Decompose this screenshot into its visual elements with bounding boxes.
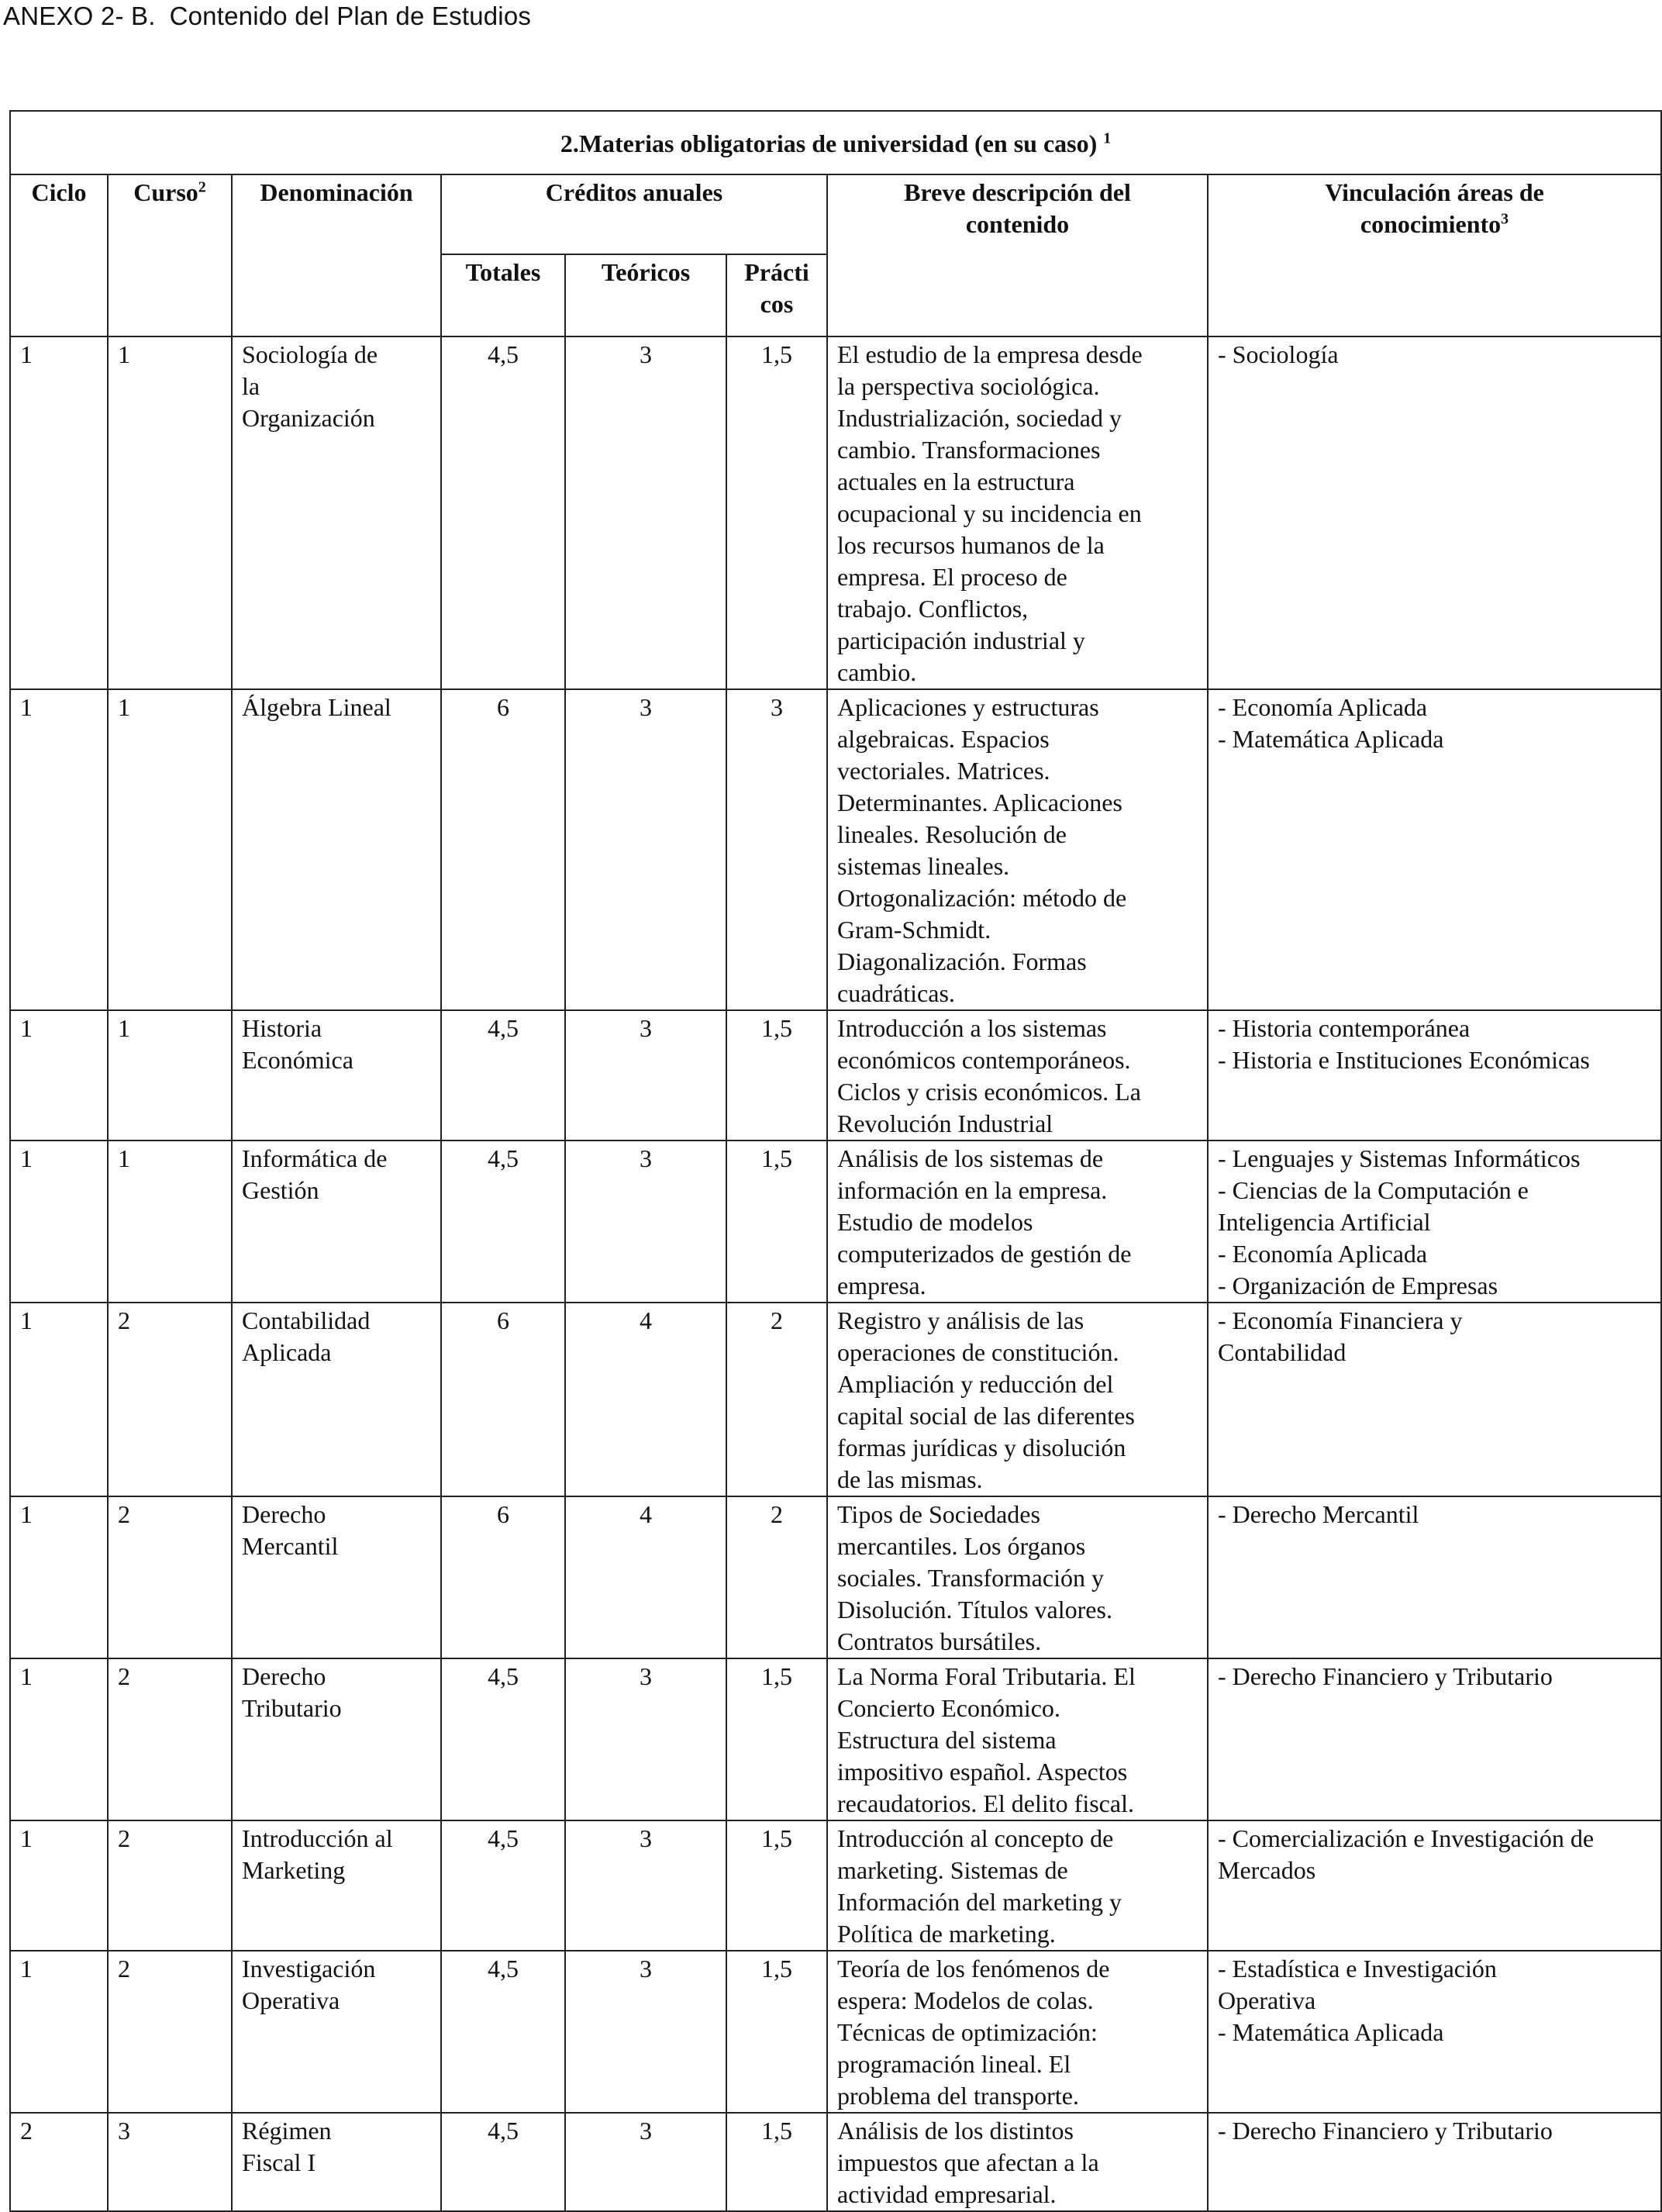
cell-totales: 4,5 <box>441 2113 565 2211</box>
cell-teoricos: 3 <box>565 336 726 689</box>
cell-denominacion: Investigación Operativa <box>232 1951 441 2113</box>
cell-totales: 4,5 <box>441 1010 565 1141</box>
cell-ciclo: 1 <box>10 1010 108 1141</box>
cell-curso: 2 <box>108 1303 232 1496</box>
column-header-row <box>10 174 1661 254</box>
cell-descripcion: Registro y análisis de las operaciones de constitución. Ampliación y reducción del capital social de las diferentes formas jurídicas y disolución de las mismas. <box>827 1303 1208 1496</box>
cell-vinculacion: - Derecho Financiero y Tributario <box>1208 1658 1661 1820</box>
cell-teoricos: 4 <box>565 1496 726 1658</box>
cell-curso: 1 <box>108 1141 232 1303</box>
cell-teoricos: 4 <box>565 1303 726 1496</box>
cell-totales: 6 <box>441 1303 565 1496</box>
cell-teoricos: 3 <box>565 1141 726 1303</box>
cell-curso: 1 <box>108 336 232 689</box>
study-plan-table <box>9 110 1662 2212</box>
table-row <box>10 1658 1661 1820</box>
cell-practicos: 1,5 <box>726 1658 827 1820</box>
cell-practicos: 1,5 <box>726 1820 827 1951</box>
cell-descripcion: Tipos de Sociedades mercantiles. Los órganos sociales. Transformación y Disolución. Títulos valores. Contratos bursátiles. <box>827 1496 1208 1658</box>
header-curso-label: Curso <box>133 178 198 206</box>
table-row <box>10 689 1661 1010</box>
cell-practicos: 1,5 <box>726 1010 827 1141</box>
cell-descripcion: El estudio de la empresa desde la perspectiva sociológica. Industrialización, sociedad y cambio. Transformaciones actuales en la estructura ocupacional y su incidencia en los recursos humanos de la empresa. El proceso de trabajo. Conflictos, participación industrial y cambio. <box>827 336 1208 689</box>
cell-teoricos: 3 <box>565 1658 726 1820</box>
annex-label: ANEXO 2- B. <box>3 2 156 30</box>
header-totales: Totales <box>441 254 565 336</box>
cell-descripcion: Análisis de los sistemas de información en la empresa. Estudio de modelos computerizados de gestión de empresa. <box>827 1141 1208 1303</box>
table-row <box>10 1010 1661 1141</box>
cell-curso: 3 <box>108 2113 232 2211</box>
cell-vinculacion: - Historia contemporánea - Historia e Instituciones Económicas <box>1208 1010 1661 1141</box>
table-title <box>10 111 1661 174</box>
cell-ciclo: 1 <box>10 1496 108 1658</box>
cell-totales: 4,5 <box>441 1658 565 1820</box>
cell-practicos: 1,5 <box>726 1951 827 2113</box>
cell-teoricos: 3 <box>565 689 726 1010</box>
cell-ciclo: 1 <box>10 1303 108 1496</box>
cell-descripcion: Aplicaciones y estructuras algebraicas. Espacios vectoriales. Matrices. Determinantes. Aplicaciones lineales. Resolución de sistemas lineales. Ortogonalización: método de Gram-Schmidt. Diagonalización. Formas cuadráticas. <box>827 689 1208 1010</box>
header-curso-footnote: 2 <box>198 178 206 196</box>
cell-practicos: 2 <box>726 1303 827 1496</box>
header-vinculacion <box>1208 174 1661 336</box>
cell-totales: 4,5 <box>441 1820 565 1951</box>
cell-practicos: 1,5 <box>726 336 827 689</box>
cell-teoricos: 3 <box>565 1010 726 1141</box>
table-body <box>10 336 1661 2211</box>
table-row <box>10 336 1661 689</box>
cell-denominacion: Historia Económica <box>232 1010 441 1141</box>
header-practicos: Prácti cos <box>726 254 827 336</box>
cell-totales: 6 <box>441 689 565 1010</box>
cell-ciclo: 1 <box>10 689 108 1010</box>
cell-ciclo: 1 <box>10 1658 108 1820</box>
cell-teoricos: 3 <box>565 2113 726 2211</box>
header-vinculacion-label: Vinculación áreas de conocimiento <box>1325 178 1544 238</box>
cell-descripcion: Introducción a los sistemas económicos contemporáneos. Ciclos y crisis económicos. La Revolución Industrial <box>827 1010 1208 1141</box>
cell-vinculacion: - Lenguajes y Sistemas Informáticos - Ciencias de la Computación e Inteligencia Artificial - Economía Aplicada - Organización de Empresas <box>1208 1141 1661 1303</box>
cell-vinculacion: - Comercialización e Investigación de Mercados <box>1208 1820 1661 1951</box>
cell-denominacion: Contabilidad Aplicada <box>232 1303 441 1496</box>
cell-totales: 4,5 <box>441 336 565 689</box>
cell-curso: 1 <box>108 689 232 1010</box>
cell-denominacion: Álgebra Lineal <box>232 689 441 1010</box>
cell-descripcion: La Norma Foral Tributaria. El Concierto Económico. Estructura del sistema impositivo español. Aspectos recaudatorios. El delito fiscal. <box>827 1658 1208 1820</box>
cell-teoricos: 3 <box>565 1951 726 2113</box>
header-curso <box>108 174 232 336</box>
cell-practicos: 3 <box>726 689 827 1010</box>
cell-vinculacion: - Estadística e Investigación Operativa - Matemática Aplicada <box>1208 1951 1661 2113</box>
table-row <box>10 1496 1661 1658</box>
cell-ciclo: 1 <box>10 1820 108 1951</box>
table-row <box>10 1303 1661 1496</box>
header-denominacion: Denominación <box>232 174 441 336</box>
header-descripcion: Breve descripción del contenido <box>827 174 1208 336</box>
table-row <box>10 1820 1661 1951</box>
table-title-row <box>10 111 1661 174</box>
cell-descripcion: Teoría de los fenómenos de espera: Modelos de colas. Técnicas de optimización: programación lineal. El problema del transporte. <box>827 1951 1208 2113</box>
table-title-footnote: 1 <box>1103 129 1112 147</box>
document-title: Contenido del Plan de Estudios <box>169 2 532 30</box>
cell-denominacion: Sociología de la Organización <box>232 336 441 689</box>
cell-vinculacion: - Economía Aplicada - Matemática Aplicada <box>1208 689 1661 1010</box>
document-header <box>3 2 531 31</box>
cell-practicos: 1,5 <box>726 1141 827 1303</box>
cell-denominacion: Informática de Gestión <box>232 1141 441 1303</box>
cell-practicos: 1,5 <box>726 2113 827 2211</box>
cell-totales: 4,5 <box>441 1141 565 1303</box>
cell-denominacion: Régimen Fiscal I <box>232 2113 441 2211</box>
cell-curso: 2 <box>108 1658 232 1820</box>
cell-totales: 6 <box>441 1496 565 1658</box>
header-creditos-anuales: Créditos anuales <box>441 174 827 254</box>
table-row <box>10 2113 1661 2211</box>
cell-curso: 1 <box>108 1010 232 1141</box>
header-vinculacion-footnote: 3 <box>1501 210 1509 228</box>
header-teoricos: Teóricos <box>565 254 726 336</box>
cell-ciclo: 1 <box>10 1951 108 2113</box>
header-ciclo: Ciclo <box>10 174 108 336</box>
cell-denominacion: Derecho Tributario <box>232 1658 441 1820</box>
cell-descripcion: Análisis de los distintos impuestos que afectan a la actividad empresarial. <box>827 2113 1208 2211</box>
cell-curso: 2 <box>108 1820 232 1951</box>
cell-ciclo: 1 <box>10 1141 108 1303</box>
cell-vinculacion: - Sociología <box>1208 336 1661 689</box>
cell-ciclo: 1 <box>10 336 108 689</box>
cell-vinculacion: - Economía Financiera y Contabilidad <box>1208 1303 1661 1496</box>
cell-practicos: 2 <box>726 1496 827 1658</box>
cell-ciclo: 2 <box>10 2113 108 2211</box>
table-title-text: 2.Materias obligatorias de universidad (en su caso) <box>560 129 1098 157</box>
cell-curso: 2 <box>108 1951 232 2113</box>
cell-vinculacion: - Derecho Financiero y Tributario <box>1208 2113 1661 2211</box>
table-row <box>10 1951 1661 2113</box>
cell-denominacion: Introducción al Marketing <box>232 1820 441 1951</box>
cell-descripcion: Introducción al concepto de marketing. Sistemas de Información del marketing y Política de marketing. <box>827 1820 1208 1951</box>
table-row <box>10 1141 1661 1303</box>
cell-vinculacion: - Derecho Mercantil <box>1208 1496 1661 1658</box>
cell-denominacion: Derecho Mercantil <box>232 1496 441 1658</box>
cell-teoricos: 3 <box>565 1820 726 1951</box>
cell-totales: 4,5 <box>441 1951 565 2113</box>
cell-curso: 2 <box>108 1496 232 1658</box>
